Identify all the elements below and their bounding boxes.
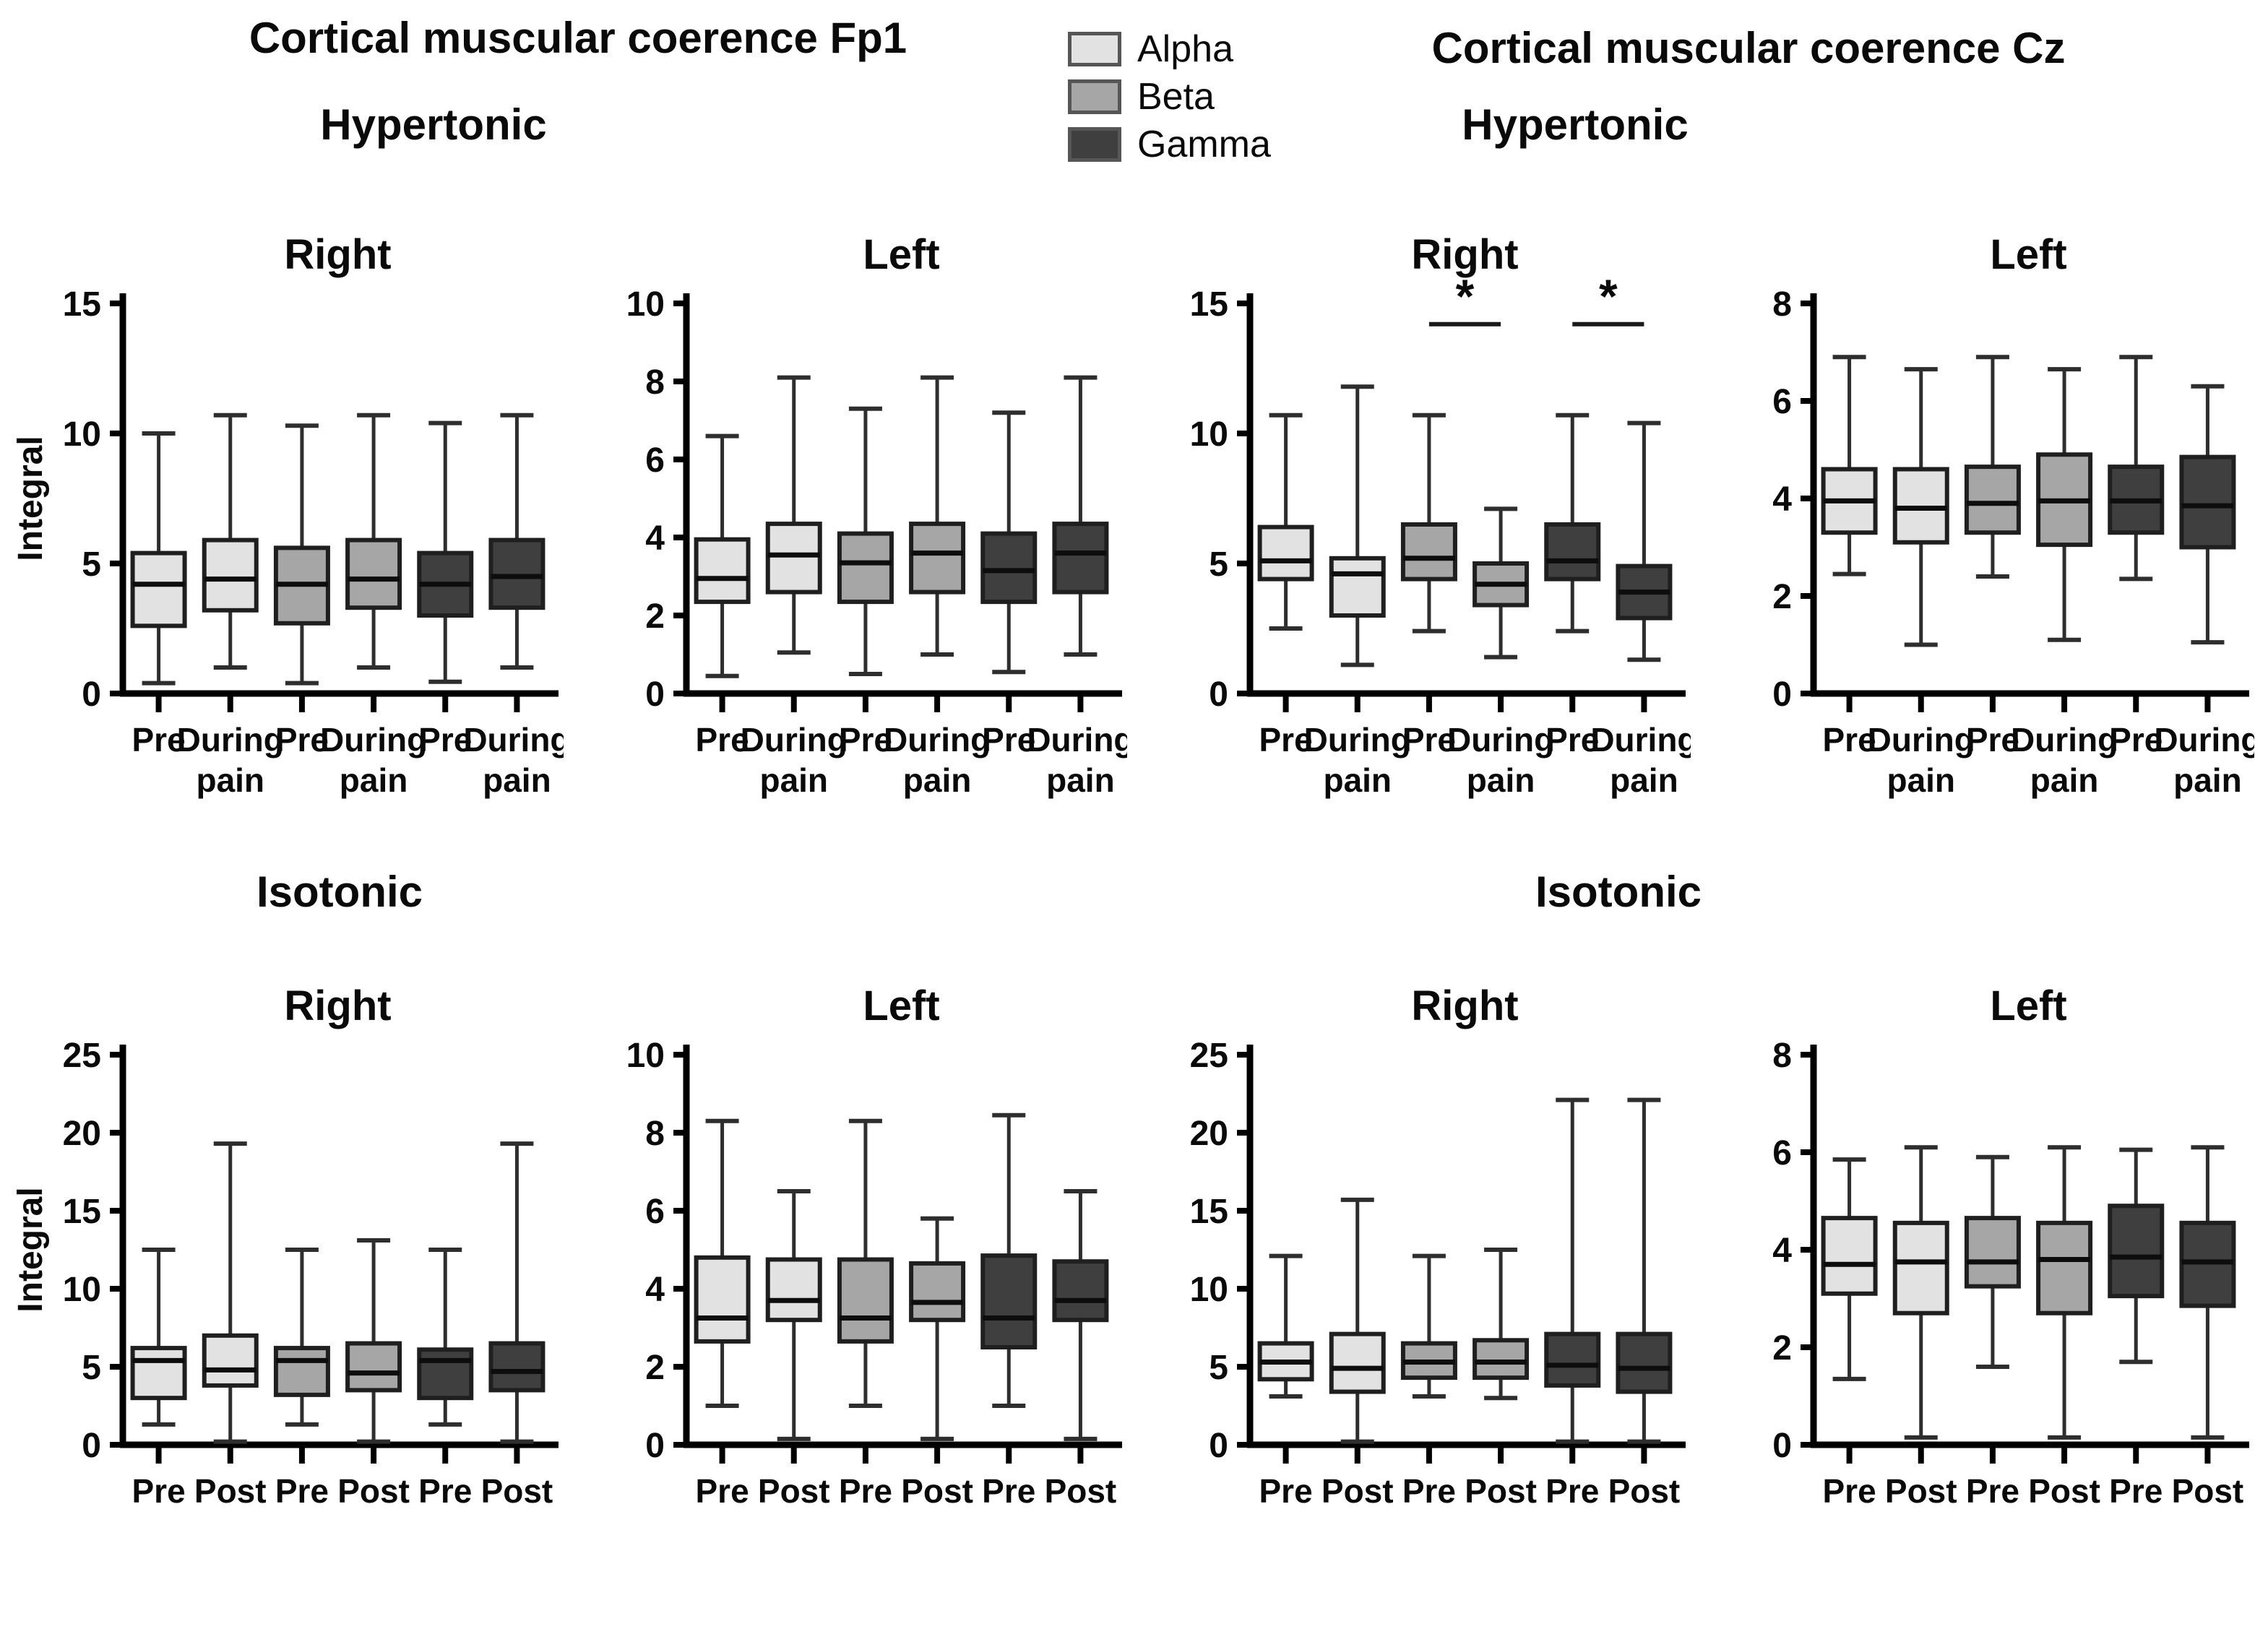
svg-text:2: 2	[1772, 578, 1792, 616]
plot-fp1-isotonic-left	[578, 968, 1127, 1604]
legend-item-alpha	[1068, 30, 1271, 68]
svg-text:Pre: Pre	[1965, 721, 2020, 759]
svg-text:pain: pain	[339, 761, 408, 799]
svg-text:Pre: Pre	[1259, 721, 1313, 759]
svg-text:Pre: Pre	[2109, 1472, 2163, 1510]
svg-text:Right: Right	[284, 231, 392, 278]
svg-text:Pre: Pre	[1822, 1472, 1876, 1510]
fp1-figure-title: Cortical muscular coerence Fp1	[249, 14, 907, 62]
svg-text:Pre: Pre	[838, 721, 893, 759]
svg-text:During: During	[1867, 721, 1975, 759]
svg-text:pain: pain	[902, 761, 972, 799]
svg-text:4: 4	[1772, 1232, 1792, 1270]
svg-text:Left: Left	[1990, 982, 2067, 1029]
svg-text:0: 0	[645, 1427, 665, 1465]
svg-text:20: 20	[62, 1115, 101, 1153]
svg-text:0: 0	[645, 675, 665, 714]
section-label-isotonic-fp1: Isotonic	[256, 868, 423, 916]
svg-text:0: 0	[1209, 675, 1228, 714]
svg-text:pain: pain	[759, 761, 829, 799]
svg-text:15: 15	[1189, 1193, 1228, 1231]
svg-text:pain: pain	[1323, 761, 1392, 799]
section-label-isotonic-cz: Isotonic	[1535, 868, 1702, 916]
svg-text:Post: Post	[757, 1472, 830, 1510]
svg-text:Pre: Pre	[131, 721, 186, 759]
svg-text:During: During	[463, 721, 564, 759]
svg-text:2: 2	[1772, 1329, 1792, 1367]
legend	[1068, 30, 1271, 163]
svg-text:4: 4	[645, 519, 665, 558]
svg-text:0: 0	[1772, 1427, 1792, 1465]
svg-text:Pre: Pre	[131, 1472, 186, 1510]
svg-text:Post: Post	[901, 1472, 973, 1510]
svg-text:Pre: Pre	[418, 721, 473, 759]
section-label-hypertonic-cz: Hypertonic	[1462, 100, 1689, 149]
svg-text:Right: Right	[284, 982, 392, 1029]
svg-text:Post: Post	[1608, 1472, 1681, 1510]
svg-text:During: During	[2154, 721, 2254, 759]
legend-item-beta	[1068, 78, 1271, 116]
svg-text:During: During	[1027, 721, 1127, 759]
svg-text:Post: Post	[1884, 1472, 1957, 1510]
svg-text:0: 0	[82, 675, 101, 714]
svg-text:Right: Right	[1411, 231, 1519, 278]
svg-text:20: 20	[1189, 1115, 1228, 1153]
svg-text:25: 25	[62, 1037, 101, 1075]
svg-text:5: 5	[82, 1349, 101, 1387]
svg-text:Pre: Pre	[1545, 721, 1600, 759]
svg-text:During: During	[1446, 721, 1555, 759]
section-label-hypertonic-fp1: Hypertonic	[320, 100, 547, 149]
svg-text:Left: Left	[863, 231, 940, 278]
svg-text:Post: Post	[337, 1472, 410, 1510]
svg-text:Right: Right	[1411, 982, 1519, 1029]
svg-text:Integral: Integral	[14, 436, 50, 561]
svg-text:During: During	[1590, 721, 1691, 759]
svg-text:pain: pain	[483, 761, 551, 799]
legend-label: Gamma	[1137, 124, 1271, 165]
svg-text:Left: Left	[1990, 231, 2067, 278]
beta-swatch-icon	[1068, 79, 1121, 114]
svg-text:pain: pain	[1046, 761, 1115, 799]
svg-text:10: 10	[626, 1037, 665, 1075]
svg-text:Pre: Pre	[695, 1472, 749, 1510]
plot-fp1-isotonic-right	[14, 968, 564, 1604]
plot-fp1-hypertonic-right	[14, 217, 564, 852]
plot-cz-isotonic-left	[1705, 968, 2254, 1604]
plot-cz-hypertonic-left	[1705, 217, 2254, 852]
svg-text:0: 0	[1772, 675, 1792, 714]
cz-figure-title: Cortical muscular coerence Cz	[1431, 24, 2066, 72]
svg-text:Pre: Pre	[982, 1472, 1036, 1510]
svg-text:10: 10	[62, 415, 101, 454]
svg-text:10: 10	[1189, 415, 1228, 454]
svg-text:4: 4	[645, 1271, 665, 1309]
svg-text:Pre: Pre	[695, 721, 749, 759]
svg-text:5: 5	[82, 545, 101, 584]
svg-text:pain: pain	[1887, 761, 1956, 799]
svg-text:6: 6	[645, 1193, 665, 1231]
svg-text:25: 25	[1189, 1037, 1228, 1075]
svg-text:*: *	[1598, 269, 1618, 323]
svg-text:6: 6	[1772, 383, 1792, 421]
legend-label: Alpha	[1137, 28, 1233, 70]
svg-text:Pre: Pre	[982, 721, 1036, 759]
svg-text:Post: Post	[2028, 1472, 2100, 1510]
svg-text:Pre: Pre	[1822, 721, 1876, 759]
svg-text:pain: pain	[2030, 761, 2099, 799]
svg-text:Integral: Integral	[14, 1187, 50, 1313]
svg-text:pain: pain	[196, 761, 265, 799]
svg-text:pain: pain	[2173, 761, 2242, 799]
svg-text:Post: Post	[1465, 1472, 1537, 1510]
svg-text:Pre: Pre	[1402, 721, 1457, 759]
alpha-swatch-icon	[1068, 32, 1121, 66]
svg-text:Pre: Pre	[275, 1472, 329, 1510]
svg-text:Post: Post	[2171, 1472, 2244, 1510]
legend-label: Beta	[1137, 76, 1215, 118]
svg-text:15: 15	[1189, 285, 1228, 324]
svg-text:Post: Post	[1321, 1472, 1394, 1510]
svg-text:10: 10	[626, 285, 665, 324]
svg-text:pain: pain	[1466, 761, 1535, 799]
svg-text:During: During	[319, 721, 428, 759]
svg-text:Pre: Pre	[1402, 1472, 1457, 1510]
svg-text:During: During	[176, 721, 284, 759]
svg-text:Pre: Pre	[418, 1472, 473, 1510]
gamma-swatch-icon	[1068, 127, 1121, 162]
legend-item-gamma	[1068, 126, 1271, 163]
svg-text:15: 15	[62, 285, 101, 324]
svg-text:8: 8	[645, 1115, 665, 1153]
plot-cz-isotonic-right	[1142, 968, 1691, 1604]
svg-text:8: 8	[645, 363, 665, 402]
svg-text:Pre: Pre	[838, 1472, 893, 1510]
svg-text:15: 15	[62, 1193, 101, 1231]
svg-text:pain: pain	[1610, 761, 1678, 799]
svg-text:Pre: Pre	[1545, 1472, 1600, 1510]
svg-text:*: *	[1455, 269, 1475, 323]
svg-text:Post: Post	[1044, 1472, 1117, 1510]
svg-text:During: During	[740, 721, 848, 759]
svg-text:8: 8	[1772, 1037, 1792, 1075]
svg-text:2: 2	[645, 597, 665, 636]
svg-text:5: 5	[1209, 545, 1228, 584]
plot-fp1-hypertonic-left	[578, 217, 1127, 852]
svg-text:10: 10	[1189, 1271, 1228, 1309]
svg-text:8: 8	[1772, 285, 1792, 324]
svg-text:During: During	[883, 721, 991, 759]
svg-text:Pre: Pre	[1965, 1472, 2020, 1510]
svg-text:During: During	[2010, 721, 2118, 759]
svg-text:2: 2	[645, 1349, 665, 1387]
svg-text:6: 6	[1772, 1134, 1792, 1172]
svg-text:Pre: Pre	[1259, 1472, 1313, 1510]
svg-text:5: 5	[1209, 1349, 1228, 1387]
svg-text:0: 0	[82, 1427, 101, 1465]
svg-text:During: During	[1303, 721, 1411, 759]
svg-text:Post: Post	[194, 1472, 267, 1510]
svg-text:0: 0	[1209, 1427, 1228, 1465]
svg-text:10: 10	[62, 1271, 101, 1309]
svg-text:6: 6	[645, 441, 665, 480]
svg-text:Left: Left	[863, 982, 940, 1029]
svg-text:Pre: Pre	[2109, 721, 2163, 759]
svg-text:Pre: Pre	[275, 721, 329, 759]
svg-text:Post: Post	[480, 1472, 553, 1510]
svg-text:4: 4	[1772, 480, 1792, 519]
plot-cz-hypertonic-right	[1142, 217, 1691, 852]
